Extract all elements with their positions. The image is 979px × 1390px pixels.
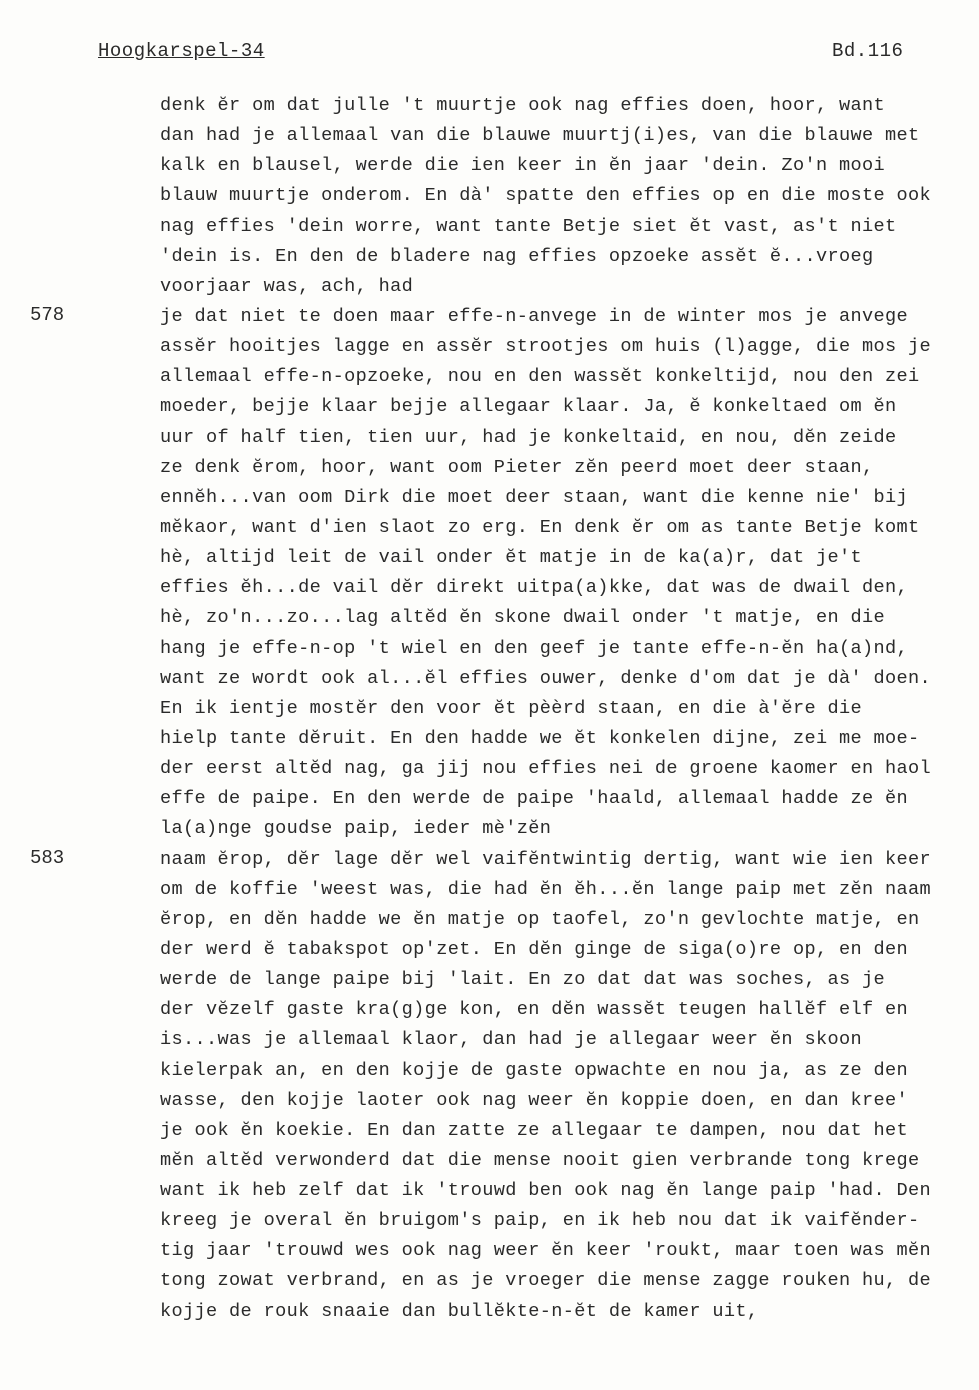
margin-line-number: 583 [30,847,65,869]
document-title: Hoogkarspel-34 [98,40,265,62]
page-number: Bd.116 [832,40,904,62]
text-line: effe de paipe. En den werde de paipe 'haald, allemaal hadde ze ĕn [160,788,909,810]
text-line: mĕkaor, want d'ien slaot zo erg. En denk ĕr om as tante Betje komt [160,516,920,538]
text-line: je dat niet te doen maar effe-n-anvege in de winter mos je anvege [160,305,909,327]
text-line: ze denk ĕrom, hoor, want oom Pieter zĕn peerd moet deer staan, [160,456,874,478]
text-line: der eerst altĕd nag, ga jij nou effies nei de groene kaomer en haol [160,758,932,780]
text-line: ennĕh...van oom Dirk die moet deer staan, want die kenne nie' bij [160,486,909,508]
text-line: kielerpak an, en den kojje de gaste opwachte en nou ja, as ze den [160,1059,909,1081]
text-line: tong zowat verbrand, en as je vroeger die mense zagge rouken hu, de [160,1270,932,1292]
text-line: voorjaar was, ach, had [160,275,414,297]
text-line: hielp tante dĕruit. En den hadde we ĕt konkelen dijne, zei me moe- [160,727,920,749]
text-line: der werd ĕ tabakspot op'zet. En dĕn ginge de siga(o)re op, en den [160,938,909,960]
text-line: kalk en blausel, werde die ien keer in ĕn jaar 'dein. Zo'n mooi [160,155,886,177]
text-line: kojje de rouk snaaie dan bullĕkte-n-ĕt de kamer uit, [160,1300,759,1322]
text-line: uur of half tien, tien uur, had je konkeltaid, en nou, dĕn zeide [160,426,897,448]
text-line: la(a)nge goudse paip, ieder mè'zĕn [160,818,552,840]
text-line: dan had je allemaal van die blauwe muurtj(i)es, van die blauwe met [160,125,920,147]
text-line: naam ĕrop, dĕr lage dĕr wel vaifĕntwintig dertig, want wie ien keer [160,848,932,870]
text-line: hè, zo'n...zo...lag altĕd ĕn skone dwail onder 't matje, en die [160,607,886,629]
text-line: om de koffie 'weest was, die had ĕn ĕh...ĕn lange paip met zĕn naam [160,878,932,900]
text-line: moeder, bejje klaar bejje allegaar klaar. Ja, ĕ konkeltaed om ĕn [160,396,897,418]
text-line: denk ĕr om dat julle 't muurtje ook nag effies doen, hoor, want [160,95,886,116]
text-line: ĕrop, en dĕn hadde we ĕn matje op taofel, zo'n gevlochte matje, en [160,908,920,930]
text-line: nag effies 'dein worre, want tante Betje siet ĕt vast, as't niet [160,215,897,237]
text-line: assĕr hooitjes lagge en assĕr strootjes om huis (l)agge, die mos je [160,336,932,358]
text-line: werde de lange paipe bij 'lait. En zo dat dat was soches, as je [160,969,886,991]
text-line: der vĕzelf gaste kra(g)ge kon, en dĕn wassĕt teugen hallĕf elf en [160,999,909,1021]
text-line: tig jaar 'trouwd wes ook nag weer ĕn keer 'roukt, maar toen was mĕn [160,1240,932,1262]
text-line: hang je effe-n-op 't wiel en den geef je tante effe-n-ĕn ha(a)nd, [160,637,909,659]
text-line: je ook ĕn koekie. En dan zatte ze allegaar te dampen, nou dat het [160,1119,909,1141]
text-line: is...was je allemaal klaor, dan had je allegaar weer ĕn skoon [160,1029,862,1051]
text-line: want ze wordt ook al...ĕl effies ouwer, denke d'om dat je dà' doen. [160,667,932,689]
text-line: 'dein is. En den de bladere nag effies opzoeke assĕt ĕ...vroeg [160,245,874,267]
text-line: hè, altijd leit de vail onder ĕt matje in de ka(a)r, dat je't [160,547,862,569]
text-line: blauw muurtje onderom. En dà' spatte den effies op en die moste ook [160,185,932,207]
text-line: allemaal effe-n-opzoeke, nou en den wassĕt konkeltijd, nou den zei [160,366,920,388]
text-line: En ik ientje mostĕr den voor ĕt pèèrd staan, en die à'ĕre die [160,697,862,719]
margin-line-number: 578 [30,304,65,326]
text-line: kreeg je overal ĕn bruigom's paip, en ik heb nou dat ik vaifĕnder- [160,1210,920,1232]
text-line: want ik heb zelf dat ik 'trouwd ben ook nag ĕn lange paip 'had. Den [160,1180,932,1202]
text-line: mĕn altĕd verwonderd dat die mense nooit gien verbrande tong krege [160,1149,920,1171]
text-line: effies ĕh...de vail dĕr direkt uitpa(a)kke, dat was de dwail den, [160,577,909,599]
text-line: wasse, den kojje laoter ook nag weer ĕn koppie doen, en dan kree' [160,1089,909,1111]
transcript-body [160,91,979,1327]
